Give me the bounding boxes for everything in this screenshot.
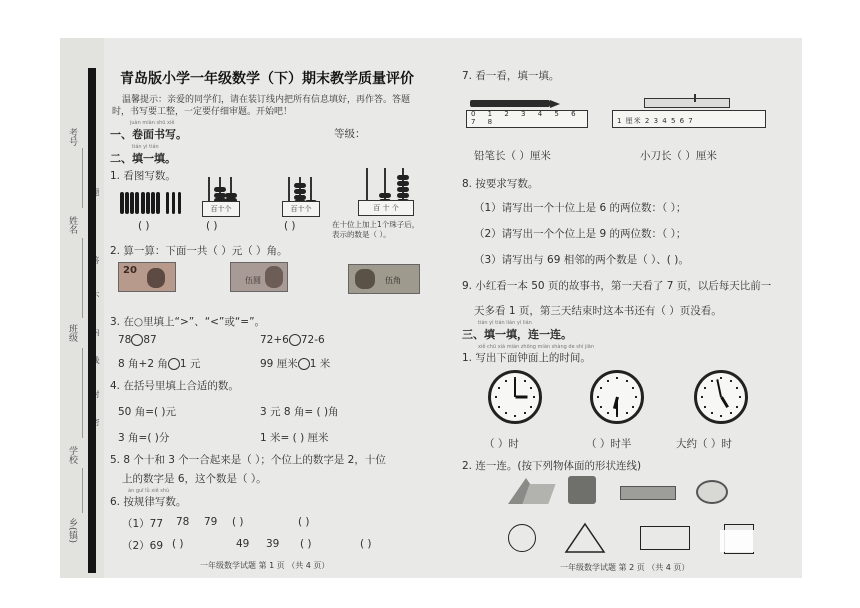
gift-box-object <box>568 476 596 504</box>
page-footer-left: 一年级数学试题 第 1 页 （共 4 页） <box>200 561 330 570</box>
label-town: 乡(镇) <box>67 518 77 544</box>
seq-1-blank[interactable]: ( ) <box>232 516 244 528</box>
watermark-logo <box>720 530 754 552</box>
seq-2-blank[interactable]: ( ) <box>172 538 184 550</box>
fill-4c[interactable]: 3 角=( )分 <box>118 432 170 444</box>
clock-tick <box>632 406 634 408</box>
pinyin: xiě chū xià miàn zhōng miàn shàng de shí jiān <box>478 344 595 350</box>
abacus-note-1: 在十位上加上1个珠子后， <box>332 220 420 229</box>
hour-hand <box>515 396 527 399</box>
clock-tick <box>505 412 507 414</box>
banknote-20-yuan: 20 <box>118 262 176 292</box>
seq-2-c: 49 <box>236 538 250 550</box>
banknote-5-jiao: 伍角 <box>348 264 420 294</box>
pinyin: tián yì tián lián yì lián <box>478 320 532 326</box>
clock-tick <box>635 396 637 398</box>
clock-1 <box>488 370 542 424</box>
binding-margin <box>60 38 104 578</box>
reminder-line-1: 温馨提示：亲爱的同学们，请在装订线内把所有信息填好，再作答。答题 <box>122 95 411 105</box>
question-1: 1. 看图写数。 <box>110 170 176 182</box>
abacus-note-2: 表示的数是（ ）。 <box>332 230 391 239</box>
hour-hand <box>720 396 729 408</box>
ruler-knife: 1 厘米 2 3 4 5 6 7 <box>612 110 766 128</box>
seq-1-blank[interactable]: ( ) <box>298 516 310 528</box>
blank-1[interactable]: ( ) <box>138 220 150 232</box>
circle-shape[interactable] <box>508 524 536 552</box>
fill-4b[interactable]: 3 元 8 角= ( )角 <box>260 406 339 418</box>
knife-length-blank[interactable]: 小刀长（ ）厘米 <box>640 150 717 162</box>
clock-tick <box>730 412 732 414</box>
clock-tick <box>626 380 628 382</box>
abacus-c: 百 十 个 <box>358 166 416 216</box>
label-school: 学校 <box>67 446 77 464</box>
fill-line <box>82 238 83 318</box>
label-class: 班级 <box>67 324 77 342</box>
clock-tick <box>616 377 618 379</box>
ruler-pencil: 0 1 2 3 4 5 6 7 8 <box>466 110 588 128</box>
compare-d[interactable]: 99 厘米 1 米 <box>260 358 331 370</box>
clock-tick <box>498 406 500 408</box>
clock-tick <box>704 406 706 408</box>
seq-1-b: 78 <box>176 516 190 528</box>
minute-hand <box>514 379 516 397</box>
clock-tick <box>704 387 706 389</box>
clock-tick <box>607 380 609 382</box>
seq-2-a: （2）69 <box>122 540 164 552</box>
section-2-heading: 二、填一填。 <box>110 152 176 165</box>
section-1-heading: 一、卷面书写。 <box>110 128 187 141</box>
clock-tick <box>616 415 618 417</box>
clock-tick <box>711 412 713 414</box>
clock-tick <box>730 380 732 382</box>
fill-line <box>82 348 83 438</box>
blank-3[interactable]: ( ) <box>284 220 296 232</box>
clock-3 <box>694 370 748 424</box>
exam-paper <box>60 38 802 578</box>
grade-label: 等级： <box>334 128 366 140</box>
question-2: 2. 算一算：下面一共（ ）元（ ）角。 <box>110 245 288 257</box>
abacus-a: 百十个 <box>202 173 242 217</box>
clock-tick <box>720 415 722 417</box>
question-3: 3. 在○里填上“>”、“<”或“=”。 <box>110 316 266 328</box>
question-5-line-1: 5. 8 个十和 3 个一合起来是（ ）；个位上的数字是 2，十位 <box>110 454 386 466</box>
clock-tick <box>530 406 532 408</box>
clock-tick <box>701 396 703 398</box>
matching-question: 2. 连一连。(按下列物体面的形状连线) <box>462 460 642 472</box>
clock-tick <box>711 380 713 382</box>
clock-tick <box>597 396 599 398</box>
clock-tick <box>626 412 628 414</box>
minute-hand <box>716 379 722 397</box>
reminder-line-2: 时，书写要工整，一定要仔细审题。开始吧！ <box>112 107 293 117</box>
page-footer-right: 一年级数学试题 第 2 页 （共 4 页） <box>560 563 690 572</box>
question-7: 7. 看一看，填一填。 <box>462 70 560 82</box>
fill-4d[interactable]: 1 米= ( ) 厘米 <box>260 432 329 444</box>
question-8: 8. 按要求写数。 <box>462 178 539 190</box>
fill-line <box>82 468 83 513</box>
pinyin: tián yì tián <box>132 144 159 150</box>
blank-2[interactable]: ( ) <box>206 220 218 232</box>
binding-line <box>88 68 96 573</box>
seq-2-blank[interactable]: ( ) <box>300 538 312 550</box>
rectangle-shape[interactable] <box>640 526 690 550</box>
clock-tick <box>736 406 738 408</box>
clock-tick <box>514 415 516 417</box>
compare-b[interactable]: 72+6 72-6 <box>260 334 325 346</box>
clock-tick <box>739 396 741 398</box>
compare-a[interactable]: 78 87 <box>118 334 157 346</box>
question-4: 4. 在括号里填上合适的数。 <box>110 380 239 392</box>
pencil-length-blank[interactable]: 铅笔长（ ）厘米 <box>474 150 551 162</box>
label-exam-number: 考号 <box>67 128 77 146</box>
question-9-line-2[interactable]: 天多看 1 页，第三天结束时这本书还有（ ）页没看。 <box>474 305 722 317</box>
clock-2-blank[interactable]: （ ）时半 <box>586 438 632 450</box>
clock-tick <box>533 396 535 398</box>
clock-3-blank[interactable]: 大约（ ）时 <box>676 438 732 450</box>
compare-c[interactable]: 8 角+2 角 1 元 <box>118 358 201 370</box>
pinyin: àn guī lǜ xiě shù <box>128 488 170 494</box>
minute-hand <box>616 397 618 415</box>
question-8-1[interactable]: （1）请写出一个十位上是 6 的两位数：（ ）； <box>474 202 687 214</box>
clock-tick <box>530 387 532 389</box>
seq-1-a: （1）77 <box>122 518 164 530</box>
clock-1-blank[interactable]: （ ）时 <box>484 438 519 450</box>
fill-4a[interactable]: 50 角=( )元 <box>118 406 177 418</box>
banknote-5-yuan: 伍圆 <box>230 262 288 292</box>
clock-tick <box>524 412 526 414</box>
clock-tick <box>498 387 500 389</box>
page-title: 青岛版小学一年级数学（下）期末教学质量评价 <box>120 71 414 87</box>
label-name: 姓名 <box>67 216 77 234</box>
seq-2-blank[interactable]: ( ) <box>360 538 372 550</box>
clock-question: 1. 写出下面钟面上的时间。 <box>462 352 591 364</box>
clock-tick <box>505 380 507 382</box>
section-3-heading: 三、填一填，连一连。 <box>462 328 572 341</box>
dvd-player-object <box>620 486 676 500</box>
question-5-line-2: 上的数字是 6，这个数是（ ）。 <box>122 473 267 485</box>
clock-tick <box>495 396 497 398</box>
question-9-line-1: 9. 小红看一本 50 页的故事书，第一天看了 7 页，以后每天比前一 <box>462 280 772 292</box>
seq-1-c: 79 <box>204 516 218 528</box>
plate-object <box>696 480 728 504</box>
clock-tick <box>632 387 634 389</box>
clock-tick <box>600 387 602 389</box>
pinyin: juàn miàn shū xiě <box>130 120 175 126</box>
question-8-3[interactable]: （3）请写出与 69 相邻的两个数是（ ）、( )。 <box>474 254 689 266</box>
abacus-b: 百十个 <box>282 173 322 217</box>
clock-tick <box>607 412 609 414</box>
clock-tick <box>736 387 738 389</box>
clock-2 <box>590 370 644 424</box>
fill-line <box>82 148 83 208</box>
question-6: 6. 按规律写数。 <box>110 496 187 508</box>
seq-2-d: 39 <box>266 538 280 550</box>
triangle-shape[interactable] <box>564 522 606 554</box>
question-8-2[interactable]: （2）请写出一个个位上是 9 的两位数：（ ）； <box>474 228 687 240</box>
clock-tick <box>600 406 602 408</box>
clock-tick <box>524 380 526 382</box>
clock-tick <box>720 377 722 379</box>
